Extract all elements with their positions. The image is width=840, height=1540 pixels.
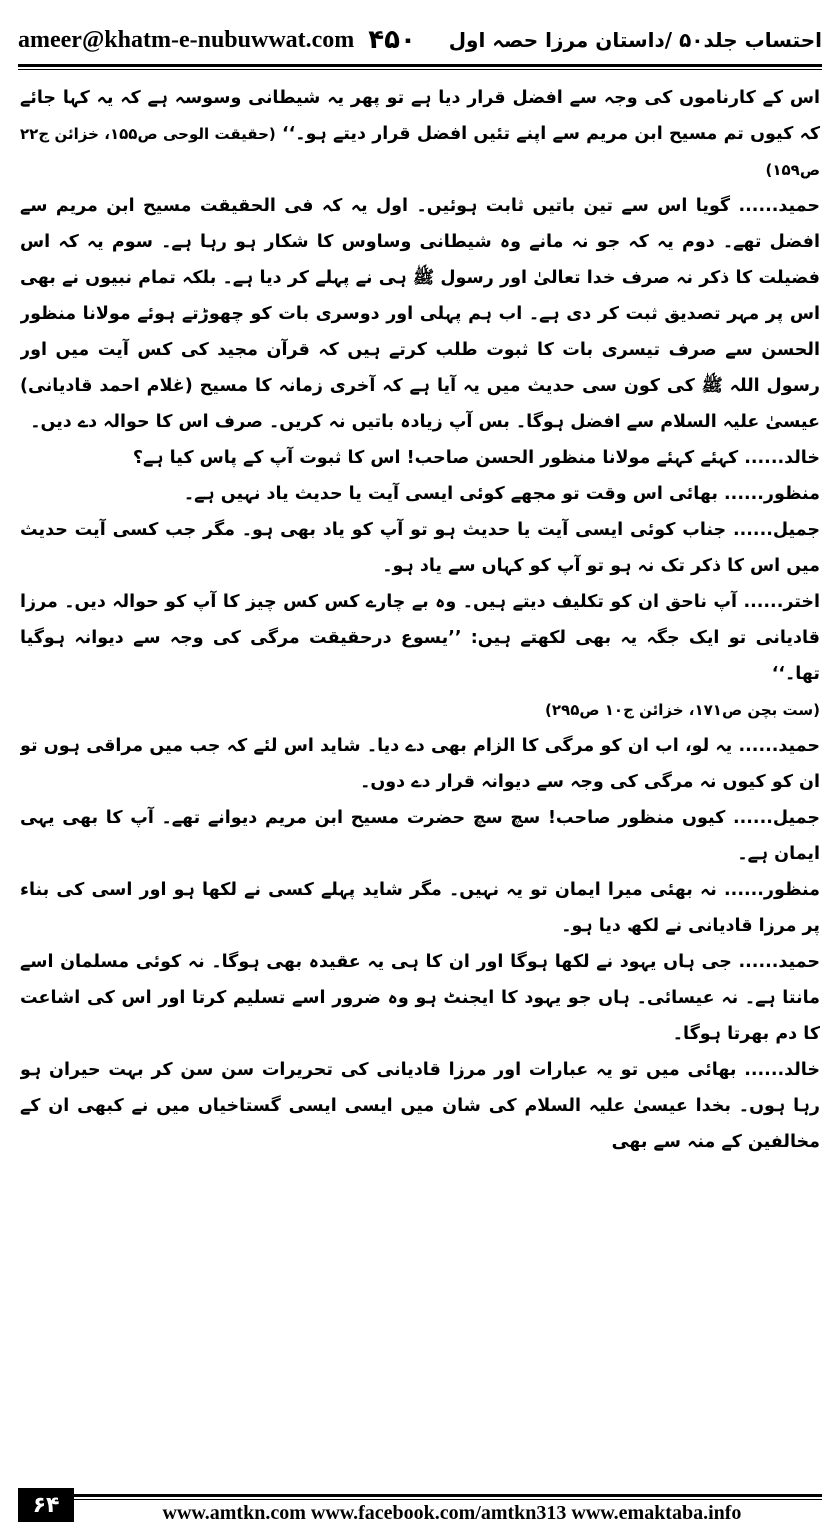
paragraph-1 (20, 80, 820, 188)
paragraph-8: جمیل...... کیوں منظور صاحب! سچ سچ حضرت مسیح ابن مریم دیوانے تھے۔ آپ کا بھی یہی ایمان ہے۔ (20, 808, 820, 864)
header-left (18, 25, 416, 55)
page-header (18, 18, 822, 62)
header-rule-thick (18, 64, 822, 67)
footer-links[interactable]: www.amtkn.com www.facebook.com/amtkn313 www.emaktaba.info (162, 1502, 742, 1524)
footer-rule-thin (74, 1499, 822, 1500)
paragraph-10: حمید...... جی ہاں یہود نے لکھا ہوگا اور ان کا ہی یہ عقیدہ بھی ہوگا۔ نہ کوئی مسلمان اسے مانتا ہے۔ نہ عیسائی۔ ہاں جو یہود کا ایجنٹ ہو وہ ضرور اسے تسلیم کرتا اور اس کی اشاعت کا دم بھرتا ہوگا۔ (20, 952, 820, 1044)
paragraph-3: خالد...... کہئے کہئے مولانا منظور الحسن صاحب! اس کا ثبوت آپ کے پاس کیا ہے؟ (132, 448, 820, 468)
footer-page-number: ۶۴ (18, 1488, 74, 1522)
paragraph-1-text: اس کے کارناموں کی وجہ سے افضل قرار دیا ہے تو پھر یہ شیطانی وسوسہ ہے کہ یہ کہا جائے کہ کیوں تم مسیح ابن مریم سے اپنے تئیں افضل قرار دیتے ہو۔‘‘ (20, 88, 820, 144)
paragraph-2: حمید...... گویا اس سے تین باتیں ثابت ہوئیں۔ اول یہ کہ فی الحقیقت مسیح ابن مریم سے افضل تھے۔ دوم یہ کہ جو نہ مانے وہ شیطانی وساوس کا شکار ہو رہا ہے۔ سوم یہ کہ اس فضیلت کا ذکر نہ صرف خدا تعالیٰ اور رسول ﷺ ہی نے پہلے کر دیا ہے۔ بلکہ تمام نبیوں نے بھی اس پر مہر تصدیق ثبت کر دی ہے۔ اب ہم پہلی اور دوسری بات کو چھوڑتے ہوئے مولانا منظور الحسن سے صرف تیسری بات کا ثبوت طلب کرتے ہیں کہ قرآن مجید کی کس آیت میں اور رسول اللہ ﷺ کی کون سی حدیث میں یہ آیا ہے کہ آخری زمانہ کا مسیح (غلام احمد قادیانی) عیسیٰ علیہ السلام سے افضل ہوگا۔ بس آپ زیادہ باتیں نہ کریں۔ صرف اس کا حوالہ دے دیں۔ (20, 196, 820, 432)
paragraph-5: جمیل...... جناب کوئی ایسی آیت یا حدیث ہو تو آپ کو یاد بھی ہو۔ مگر جب کسی آیت حدیث میں اس کا ذکر تک نہ ہو تو آپ کو کہاں سے یاد ہو۔ (20, 520, 820, 576)
paragraph-9: منظور...... نہ بھئی میرا ایمان تو یہ نہیں۔ مگر شاید پہلے کسی نے لکھا ہو اور اسی کی بناء پر مرزا قادیانی نے لکھ دیا ہو۔ (20, 880, 820, 936)
page-footer (18, 1488, 822, 1528)
paragraph-7: حمید...... یہ لو، اب ان کو مرگی کا الزام بھی دے دیا۔ شاید اس لئے کہ جب میں مراقی ہوں تو ان کو کیوں نہ مرگی کی وجہ سے دیوانہ قرار دے دوں۔ (20, 736, 820, 792)
header-rule-thin (18, 69, 822, 70)
reference-2: (ست بچن ص۱۷۱، خزائن ج۱۰ ص۲۹۵) (545, 701, 820, 719)
header-email: ameer@khatm-e-nubuwwat.com (18, 26, 355, 53)
header-book-title: احتساب جلد۵۰ /داستان مرزا حصہ اول (448, 28, 822, 52)
paragraph-11: خالد...... بھائی میں تو یہ عبارات اور مرزا قادیانی کی تحریرات سن سن کر بہت حیران ہو رہا ہوں۔ بخدا عیسیٰ علیہ السلام کی شان میں ایسی ایسی گستاخیاں میں نے کبھی ان کے مخالفین کے منہ سے بھی (20, 1060, 820, 1152)
page-body (20, 80, 820, 1470)
paragraph-6: اختر...... آپ ناحق ان کو تکلیف دیتے ہیں۔ وہ بے چارے کس کس چیز کا آپ کو حوالہ دیں۔ مرزا قادیانی تو ایک جگہ یہ بھی لکھتے ہیں: ’’یسوع درحقیقت مرگی کی وجہ سے دیوانہ ہوگیا تھا۔‘‘ (20, 592, 820, 684)
reference-1: (حقیقت الوحی ص۱۵۵، خزائن ج۲۲ ص۱۵۹) (20, 125, 820, 179)
header-page-number: ۴۵۰ (368, 25, 416, 55)
paragraph-4: منظور...... بھائی اس وقت تو مجھے کوئی ایسی آیت یا حدیث یاد نہیں ہے۔ (183, 484, 820, 504)
footer-rule-thick (74, 1494, 822, 1497)
